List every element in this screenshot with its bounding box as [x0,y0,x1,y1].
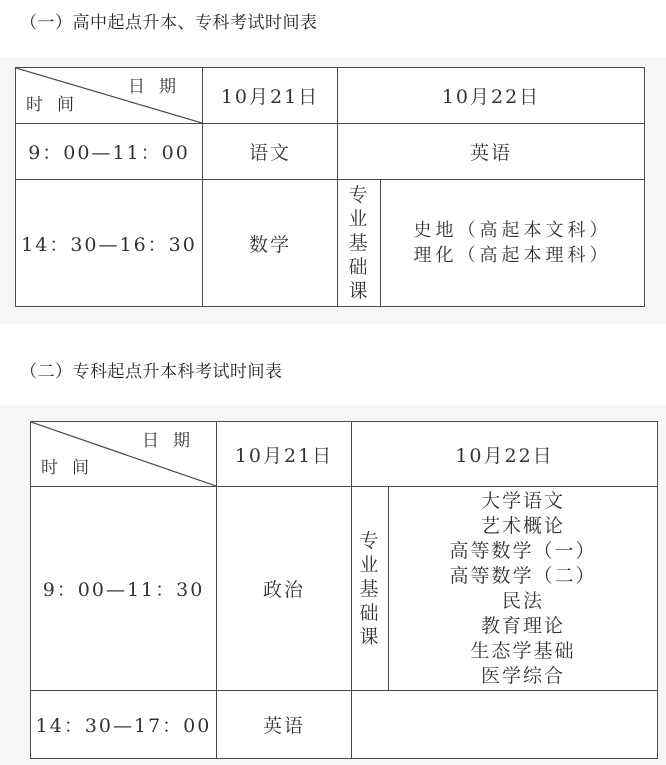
subject-item: 高等数学（二） [449,564,597,587]
subject-item: 理化（高起本理科） [413,245,612,266]
subject-item: 生态学基础 [470,639,576,662]
professional-basic-course-label [338,180,381,307]
header-date-1: 10月21日 [203,68,338,124]
header-corner-cell [31,422,217,487]
subject-item: 教育理论 [480,614,565,637]
header-date-2: 10月22日 [338,68,645,124]
subject-list-cell [389,487,658,691]
professional-basic-course-label [352,487,389,691]
header-time-label: 时间 [41,458,103,478]
time-slot-1: 9：00—11：30 [31,487,217,691]
subject-item: 大学语文 [480,489,565,512]
label-char: 课 [359,625,381,648]
subject-cell: 语文 [203,124,338,180]
subject-item: 艺术概论 [480,514,565,537]
subject-item: 民法 [501,589,544,612]
time-slot-2: 14：30—17：00 [31,691,217,759]
label-char: 课 [348,280,370,302]
subject-cell: 数学 [203,180,338,307]
label-char: 础 [348,256,370,278]
label-char: 业 [359,553,381,576]
time-slot-1: 9：00—11：00 [16,124,203,180]
subject-item: 高等数学（一） [449,539,597,562]
label-char: 基 [359,577,381,600]
label-char: 业 [348,208,370,230]
subject-cell: 英语 [217,691,352,759]
label-char: 基 [348,232,370,254]
section1-heading: （一）高中起点升本、专科考试时间表 [20,13,318,33]
header-date-label: 日期 [142,431,204,451]
header-date-1: 10月21日 [217,422,352,487]
section2-heading: （二）专科起点升本科考试时间表 [20,362,283,382]
schedule-table-2 [30,421,658,759]
subject-cell: 英语 [338,124,645,180]
subject-item: 史地（高起本文科） [413,220,612,241]
subject-list-cell [381,180,645,307]
header-corner-cell [16,68,203,124]
empty-cell [352,691,658,759]
subject-cell: 政治 [217,487,352,691]
label-char: 专 [359,529,381,552]
header-time-label: 时间 [26,95,88,115]
header-date-label: 日期 [128,77,190,97]
time-slot-2: 14：30—16：30 [16,180,203,307]
header-date-2: 10月22日 [352,422,658,487]
subject-item: 医学综合 [480,664,565,687]
label-char: 专 [348,184,370,206]
label-char: 础 [359,601,381,624]
schedule-table-1 [15,67,645,307]
